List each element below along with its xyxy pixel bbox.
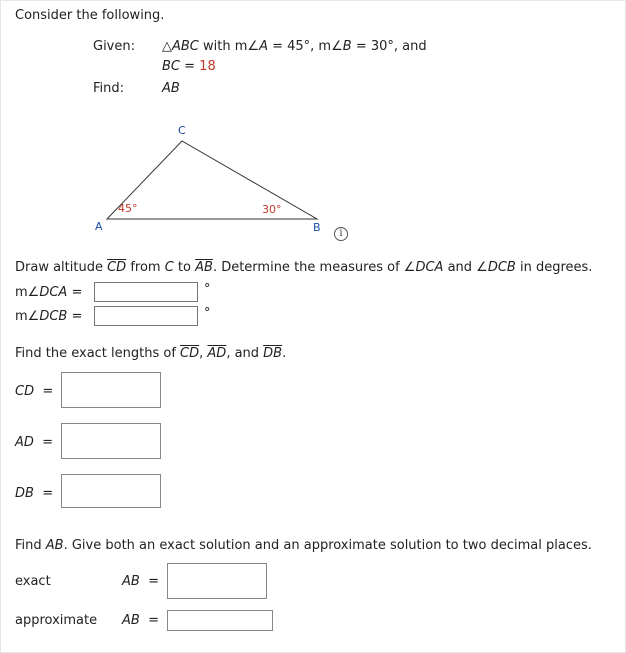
segment-cd: $\overline{CD}$ <box>107 260 127 275</box>
exact-ab-label <box>122 574 159 589</box>
q1-prompt <box>15 260 592 275</box>
db-label <box>15 486 53 501</box>
point-c: C <box>164 260 174 275</box>
q2-text: , <box>199 346 208 361</box>
db-input[interactable] <box>61 474 161 508</box>
equals: = <box>148 613 159 628</box>
info-icon[interactable]: i <box>334 227 348 241</box>
segment-db: $\overline{DB}$ <box>263 346 283 361</box>
q1-text: . Determine the measures of ∠ <box>212 260 416 275</box>
equals: = <box>67 285 83 300</box>
dcb-input[interactable] <box>94 306 198 326</box>
q1-text: in degrees. <box>515 260 593 275</box>
angle-a-label: 45° <box>118 202 138 215</box>
dca-label <box>15 285 82 300</box>
segment-cd: $\overline{CD}$ <box>180 346 200 361</box>
triangle-figure <box>0 0 626 260</box>
q2-text: . <box>282 346 287 361</box>
segment-ab: AB <box>45 538 64 553</box>
vertex-b-label: B <box>313 221 321 234</box>
q1-text: and ∠ <box>443 260 488 275</box>
ad-label <box>15 435 53 450</box>
q1-text: to <box>173 260 196 275</box>
bc-equals: = <box>180 59 200 74</box>
exact-input[interactable] <box>167 563 267 599</box>
triangle-symbol: △ <box>162 39 172 54</box>
angle-symbol: m∠ <box>15 285 40 300</box>
dcb-degree: ° <box>204 306 211 321</box>
segment-ad: $\overline{AD}$ <box>207 346 227 361</box>
angle-symbol: m∠ <box>15 309 40 324</box>
bc-value: 18 <box>199 59 216 74</box>
vertex-a-label: A <box>95 220 103 233</box>
q2-text: , and <box>226 346 264 361</box>
find-value: AB <box>162 81 180 96</box>
dca-degree: ° <box>204 282 211 297</box>
q3-text: . Give both an exact solution and an approximate solution to two decimal places. <box>63 538 592 553</box>
cd-label <box>15 384 53 399</box>
equals: = <box>148 574 159 589</box>
db-name: DB <box>15 486 34 501</box>
given-label: Given: <box>93 39 135 54</box>
q1-text: from <box>126 260 165 275</box>
approx-input[interactable] <box>167 610 273 631</box>
equals: = <box>42 384 54 399</box>
q1-text: Draw altitude <box>15 260 108 275</box>
ad-name: AD <box>15 435 34 450</box>
angle-dca: DCA <box>415 260 444 275</box>
given-text: with m∠ <box>198 39 260 54</box>
cd-input[interactable] <box>61 372 161 408</box>
approx-label: approximate <box>15 613 98 628</box>
ab-name: AB <box>122 613 140 628</box>
given-text: = 30°, and <box>351 39 427 54</box>
equals: = <box>67 309 83 324</box>
triangle-name: ABC <box>172 39 199 54</box>
given-text: = 45°, m∠ <box>267 39 343 54</box>
header-title: Consider the following. <box>15 8 165 23</box>
equals: = <box>42 435 54 450</box>
angle-b-label: 30° <box>262 203 282 216</box>
dca-input[interactable] <box>94 282 198 302</box>
vertex-c-label: C <box>178 124 186 137</box>
find-label: Find: <box>93 81 125 96</box>
bc-label: BC <box>162 59 180 74</box>
exact-label: exact <box>15 574 51 589</box>
vertex-b-ref: B <box>342 39 352 54</box>
approx-ab-label <box>122 613 159 628</box>
q2-prompt <box>15 346 286 361</box>
equals: = <box>42 486 54 501</box>
cd-name: CD <box>15 384 35 399</box>
q3-prompt <box>15 538 592 553</box>
ab-name: AB <box>122 574 140 589</box>
vertex-a-ref: A <box>259 39 268 54</box>
dcb-label <box>15 309 82 324</box>
dcb-name: DCB <box>39 309 68 324</box>
segment-ab: $\overline{AB}$ <box>195 260 213 275</box>
angle-dcb: DCB <box>487 260 516 275</box>
q3-text: Find <box>15 538 46 553</box>
dca-name: DCA <box>39 285 68 300</box>
q2-text: Find the exact lengths of <box>15 346 181 361</box>
ad-input[interactable] <box>61 423 161 459</box>
triangle-shape <box>107 141 317 219</box>
